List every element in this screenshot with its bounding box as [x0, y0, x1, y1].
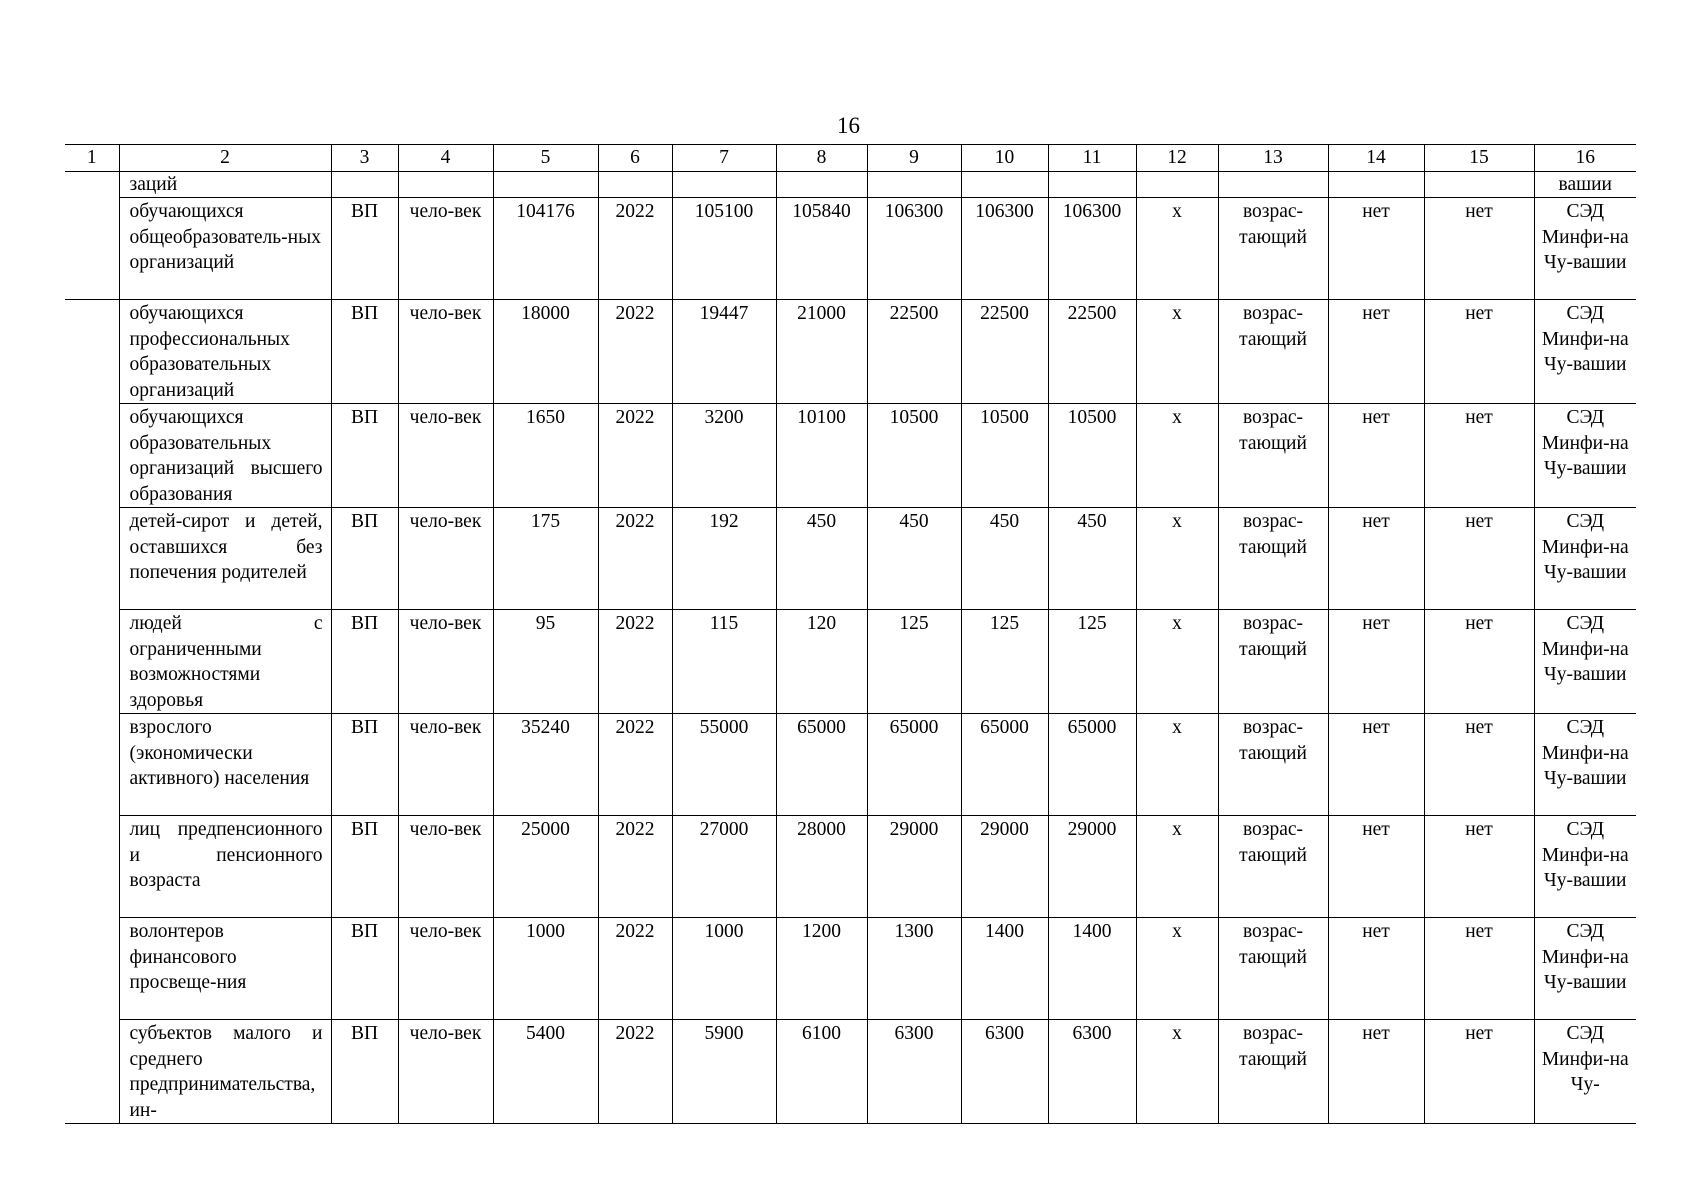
cell-name: субъектов малого и среднего предпринимательства, ин-	[119, 1020, 331, 1124]
cell-base-year: 2022	[598, 404, 672, 508]
cell-value: 106300	[961, 198, 1048, 300]
cell-col14: нет	[1328, 1020, 1424, 1124]
cell-value: 125	[867, 610, 961, 714]
cell-number	[65, 300, 119, 404]
cell-col12: х	[1136, 610, 1218, 714]
header-cell: 11	[1048, 145, 1136, 172]
cell-col14: нет	[1328, 918, 1424, 1020]
cell-value: 450	[1048, 508, 1136, 610]
cell-value: 29000	[961, 816, 1048, 918]
cell-trend: возрас-тающий	[1218, 610, 1328, 714]
cell-name: детей-сирот и детей, оставшихся без попечения родителей	[119, 508, 331, 610]
cell-unit: чело-век	[398, 198, 493, 300]
cell-base-year: 2022	[598, 714, 672, 816]
cell-trend: возрас-тающий	[1218, 300, 1328, 404]
cell-type: ВП	[331, 1020, 398, 1124]
cell-base-year: 2022	[598, 1020, 672, 1124]
cell-col14: нет	[1328, 198, 1424, 300]
table-row	[65, 610, 1636, 714]
cell-name: обучающихся образовательных организаций высшего образования	[119, 404, 331, 508]
cell-value: 1400	[1048, 918, 1136, 1020]
cell-name: волонтеров финансового просвеще-ния	[119, 918, 331, 1020]
cell-value: 65000	[961, 714, 1048, 816]
cell-value: 3200	[672, 404, 776, 508]
cell-source: СЭД Минфи-на Чу-вашии	[1534, 508, 1636, 610]
cell-type: ВП	[331, 300, 398, 404]
cell-col12: х	[1136, 1020, 1218, 1124]
cell-value: 1300	[867, 918, 961, 1020]
cell-source: СЭД Минфи-на Чу-вашии	[1534, 198, 1636, 300]
cell-col15: нет	[1424, 610, 1534, 714]
cell-col12: х	[1136, 404, 1218, 508]
cell-name: обучающихся профессиональных образовательных организаций	[119, 300, 331, 404]
cell-col14: нет	[1328, 508, 1424, 610]
cell-unit: чело-век	[398, 300, 493, 404]
table-row	[65, 816, 1636, 918]
cell-value: 10500	[1048, 404, 1136, 508]
cell-trend: возрас-тающий	[1218, 816, 1328, 918]
cell-value: 10500	[867, 404, 961, 508]
table-row	[65, 300, 1636, 404]
cell-base-value: 1000	[493, 918, 598, 1020]
cell-type: ВП	[331, 198, 398, 300]
cell-base-value: 1650	[493, 404, 598, 508]
cell-name: заций	[119, 171, 331, 198]
continued-row	[65, 171, 1636, 198]
cell-unit: чело-век	[398, 404, 493, 508]
cell-value: 22500	[1048, 300, 1136, 404]
header-cell: 16	[1534, 145, 1636, 172]
cell-name: людей с ограниченными возможностями здоровья	[119, 610, 331, 714]
cell-trend: возрас-тающий	[1218, 1020, 1328, 1124]
page-number: 16	[837, 113, 860, 138]
cell-value: 19447	[672, 300, 776, 404]
cell-type: ВП	[331, 404, 398, 508]
cell-col14: нет	[1328, 816, 1424, 918]
cell-col15: нет	[1424, 714, 1534, 816]
cell-base-value: 95	[493, 610, 598, 714]
cell-value: 192	[672, 508, 776, 610]
cell-value: 450	[867, 508, 961, 610]
cell-number	[65, 508, 119, 610]
table-row	[65, 1020, 1636, 1124]
cell-value: 1000	[672, 918, 776, 1020]
cell-number	[65, 918, 119, 1020]
cell-unit: чело-век	[398, 508, 493, 610]
cell-base-year: 2022	[598, 198, 672, 300]
cell-number	[65, 714, 119, 816]
cell-value: 28000	[776, 816, 867, 918]
cell-type: ВП	[331, 714, 398, 816]
cell-col12: х	[1136, 198, 1218, 300]
cell-value: 65000	[776, 714, 867, 816]
cell-name: обучающихся общеобразователь-ных организаций	[119, 198, 331, 300]
cell-col12: х	[1136, 714, 1218, 816]
cell-source: СЭД Минфи-на Чу-вашии	[1534, 610, 1636, 714]
cell-type: ВП	[331, 816, 398, 918]
table-row	[65, 198, 1636, 300]
cell-base-value: 35240	[493, 714, 598, 816]
cell-base-year: 2022	[598, 508, 672, 610]
cell-value: 1400	[961, 918, 1048, 1020]
cell-col15: нет	[1424, 918, 1534, 1020]
header-cell: 5	[493, 145, 598, 172]
cell-col12: х	[1136, 816, 1218, 918]
cell-base-value: 5400	[493, 1020, 598, 1124]
cell-type: ВП	[331, 918, 398, 1020]
cell-base-value: 104176	[493, 198, 598, 300]
cell-col12: х	[1136, 508, 1218, 610]
cell-source: СЭД Минфи-на Чу-	[1534, 1020, 1636, 1124]
cell-value: 29000	[1048, 816, 1136, 918]
table-row	[65, 918, 1636, 1020]
cell-value: 21000	[776, 300, 867, 404]
table-row	[65, 508, 1636, 610]
cell-name: лиц предпенсионного и пенсионного возраста	[119, 816, 331, 918]
cell-value: 6300	[961, 1020, 1048, 1124]
header-cell: 9	[867, 145, 961, 172]
cell-unit: чело-век	[398, 610, 493, 714]
cell-base-value: 18000	[493, 300, 598, 404]
cell-source: СЭД Минфи-на Чу-вашии	[1534, 714, 1636, 816]
cell-value: 106300	[1048, 198, 1136, 300]
cell-col14: нет	[1328, 714, 1424, 816]
cell-col15: нет	[1424, 816, 1534, 918]
cell-trend: возрас-тающий	[1218, 508, 1328, 610]
cell-col15: нет	[1424, 404, 1534, 508]
cell-value: 5900	[672, 1020, 776, 1124]
cell-base-value: 175	[493, 508, 598, 610]
cell-number	[65, 816, 119, 918]
header-cell: 4	[398, 145, 493, 172]
cell-source: СЭД Минфи-на Чу-вашии	[1534, 816, 1636, 918]
header-cell: 8	[776, 145, 867, 172]
header-row	[65, 145, 1636, 172]
header-cell: 6	[598, 145, 672, 172]
cell-number	[65, 171, 119, 198]
cell-value: 10100	[776, 404, 867, 508]
header-cell: 13	[1218, 145, 1328, 172]
indicators-table	[65, 144, 1636, 1124]
cell-col15: нет	[1424, 300, 1534, 404]
cell-value: 6300	[867, 1020, 961, 1124]
cell-number	[65, 610, 119, 714]
header-cell: 14	[1328, 145, 1424, 172]
cell-value: 65000	[867, 714, 961, 816]
cell-col12: х	[1136, 300, 1218, 404]
header-cell: 7	[672, 145, 776, 172]
cell-base-value: 25000	[493, 816, 598, 918]
cell-unit: чело-век	[398, 714, 493, 816]
cell-trend: возрас-тающий	[1218, 198, 1328, 300]
cell-value: 450	[776, 508, 867, 610]
cell-value: 6300	[1048, 1020, 1136, 1124]
cell-col15: нет	[1424, 1020, 1534, 1124]
cell-value: 106300	[867, 198, 961, 300]
cell-trend: возрас-тающий	[1218, 404, 1328, 508]
header-cell: 12	[1136, 145, 1218, 172]
cell-source: СЭД Минфи-на Чу-вашии	[1534, 300, 1636, 404]
cell-value: 125	[1048, 610, 1136, 714]
cell-col15: нет	[1424, 508, 1534, 610]
cell-base-year: 2022	[598, 918, 672, 1020]
header-cell: 1	[65, 145, 119, 172]
cell-number	[65, 404, 119, 508]
cell-col15: нет	[1424, 198, 1534, 300]
cell-type: ВП	[331, 610, 398, 714]
cell-value: 6100	[776, 1020, 867, 1124]
cell-value: 120	[776, 610, 867, 714]
table-row	[65, 404, 1636, 508]
header-cell: 15	[1424, 145, 1534, 172]
cell-trend: возрас-тающий	[1218, 714, 1328, 816]
cell-value: 105840	[776, 198, 867, 300]
cell-col14: нет	[1328, 300, 1424, 404]
cell-source: СЭД Минфи-на Чу-вашии	[1534, 404, 1636, 508]
cell-value: 115	[672, 610, 776, 714]
table-row	[65, 714, 1636, 816]
cell-source: СЭД Минфи-на Чу-вашии	[1534, 918, 1636, 1020]
cell-unit: чело-век	[398, 816, 493, 918]
cell-unit: чело-век	[398, 1020, 493, 1124]
cell-col12: х	[1136, 918, 1218, 1020]
cell-type: ВП	[331, 508, 398, 610]
cell-number	[65, 1020, 119, 1124]
header-cell: 3	[331, 145, 398, 172]
cell-value: 65000	[1048, 714, 1136, 816]
cell-value: 1200	[776, 918, 867, 1020]
cell-base-year: 2022	[598, 610, 672, 714]
cell-value: 125	[961, 610, 1048, 714]
cell-value: 29000	[867, 816, 961, 918]
cell-number	[65, 198, 119, 300]
cell-base-year: 2022	[598, 300, 672, 404]
header-cell: 2	[119, 145, 331, 172]
cell-base-year: 2022	[598, 816, 672, 918]
cell-value: 55000	[672, 714, 776, 816]
cell-trend: возрас-тающий	[1218, 918, 1328, 1020]
cell-source: вашии	[1534, 171, 1636, 198]
cell-value: 22500	[961, 300, 1048, 404]
cell-value: 10500	[961, 404, 1048, 508]
cell-value: 27000	[672, 816, 776, 918]
cell-name: взрослого (экономически активного) населения	[119, 714, 331, 816]
cell-value: 105100	[672, 198, 776, 300]
cell-col14: нет	[1328, 610, 1424, 714]
cell-col14: нет	[1328, 404, 1424, 508]
cell-value: 22500	[867, 300, 961, 404]
cell-value: 450	[961, 508, 1048, 610]
cell-unit: чело-век	[398, 918, 493, 1020]
header-cell: 10	[961, 145, 1048, 172]
